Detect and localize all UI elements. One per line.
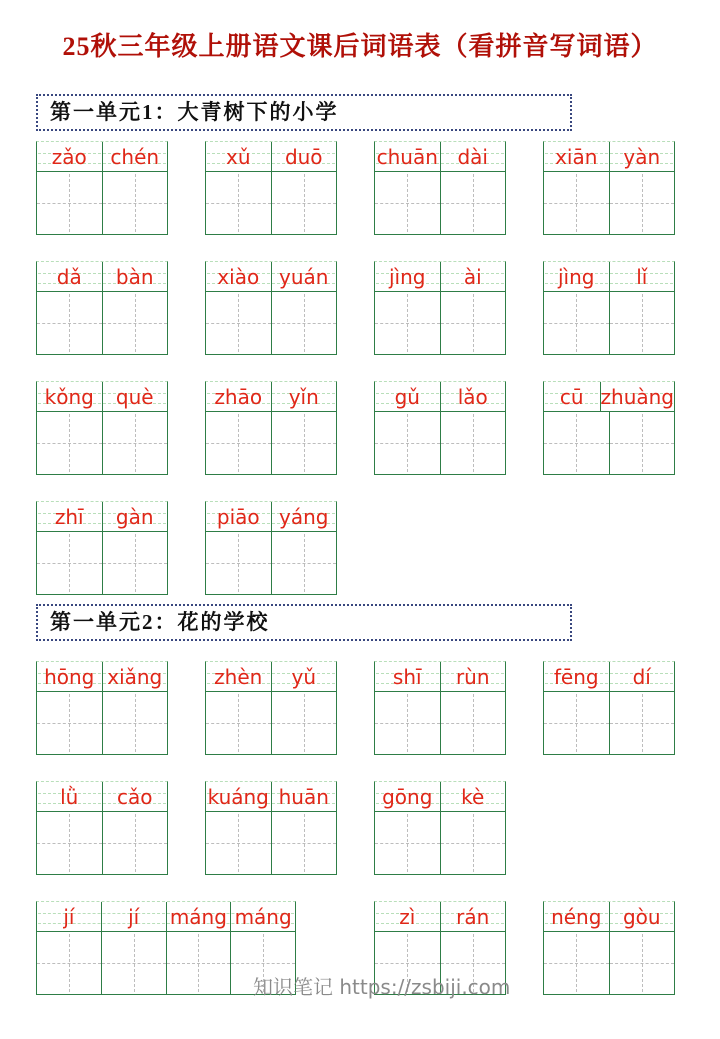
writing-cell	[609, 692, 675, 754]
writing-cell	[271, 692, 337, 754]
writing-row	[375, 692, 505, 754]
writing-cell	[440, 692, 506, 754]
pinyin-syllable: gōng	[382, 785, 433, 809]
pinyin-row	[375, 142, 505, 172]
writing-row	[206, 812, 336, 874]
pinyin-syllable: jìng	[558, 265, 595, 289]
pinyin-row	[375, 662, 505, 692]
writing-row	[206, 412, 336, 474]
word-block	[543, 141, 675, 235]
pinyin-syllable: jìng	[389, 265, 426, 289]
pinyin-row	[544, 142, 674, 172]
pinyin-syllable: xiào	[217, 265, 260, 289]
word-block	[205, 661, 337, 755]
pinyin-row	[206, 782, 336, 812]
pinyin-syllable: cǎo	[102, 782, 168, 811]
page-title: 25秋三年级上册语文课后词语表（看拼音写词语）	[62, 32, 658, 61]
pinyin-syllable: bàn	[102, 262, 168, 291]
writing-cell	[37, 292, 102, 354]
pinyin-row	[37, 902, 295, 932]
pinyin-syllable: máng	[230, 902, 295, 931]
pinyin-syllable: máng	[166, 902, 231, 931]
pinyin-syllable: fēng	[553, 665, 599, 689]
pinyin-syllable: lǎo	[440, 382, 506, 411]
writing-cell	[544, 172, 609, 234]
pinyin-syllable: xiān	[555, 145, 598, 169]
writing-cell	[375, 412, 440, 474]
writing-cell	[37, 932, 101, 994]
section-header-unit1-lesson2	[36, 604, 572, 641]
pinyin-syllable: duō	[271, 142, 337, 171]
pinyin-syllable: rùn	[440, 662, 506, 691]
pinyin-syllable: shī	[392, 665, 422, 689]
writing-cell	[101, 932, 166, 994]
writing-row	[206, 532, 336, 594]
pinyin-syllable: rán	[440, 902, 506, 931]
pinyin-syllable: chén	[102, 142, 168, 171]
word-block	[543, 901, 675, 995]
writing-cell	[609, 932, 675, 994]
writing-row	[375, 412, 505, 474]
word-block	[374, 381, 506, 475]
word-block	[374, 141, 506, 235]
writing-row	[37, 532, 167, 594]
writing-cell	[440, 412, 506, 474]
pinyin-syllable: gàn	[102, 502, 168, 531]
writing-cell	[440, 292, 506, 354]
pinyin-row	[544, 662, 674, 692]
pinyin-syllable: dǎ	[56, 265, 82, 289]
pinyin-row	[37, 142, 167, 172]
pinyin-row	[544, 902, 674, 932]
pinyin-syllable: chuān	[376, 145, 438, 169]
pinyin-row	[206, 262, 336, 292]
writing-cell	[206, 292, 271, 354]
pinyin-syllable: dài	[440, 142, 506, 171]
pinyin-syllable: zhuàng	[600, 382, 674, 411]
writing-cell	[609, 292, 675, 354]
pinyin-syllable: cū	[559, 385, 584, 409]
word-block	[374, 261, 506, 355]
word-block	[36, 661, 168, 755]
section-header-unit1-lesson1	[36, 94, 572, 131]
word-block	[374, 781, 506, 875]
pinyin-syllable: jí	[101, 902, 166, 931]
pinyin-syllable: lǜ	[60, 785, 79, 809]
word-block	[36, 141, 168, 235]
word-block	[543, 381, 675, 475]
writing-cell	[271, 812, 337, 874]
writing-row	[544, 292, 674, 354]
writing-row	[375, 172, 505, 234]
section-header-text: 第一单元2：花的学校	[50, 610, 270, 634]
word-block	[205, 501, 337, 595]
writing-cell	[271, 412, 337, 474]
writing-cell	[544, 932, 609, 994]
writing-cell	[271, 292, 337, 354]
word-block	[543, 261, 675, 355]
writing-cell	[440, 812, 506, 874]
word-block	[36, 781, 168, 875]
writing-cell	[544, 292, 609, 354]
pinyin-syllable: què	[102, 382, 168, 411]
writing-cell	[37, 532, 102, 594]
writing-row	[375, 292, 505, 354]
writing-row	[544, 172, 674, 234]
writing-cell	[102, 172, 168, 234]
writing-row	[375, 812, 505, 874]
pinyin-row	[544, 262, 674, 292]
writing-row	[37, 172, 167, 234]
pinyin-syllable: gǔ	[394, 385, 420, 409]
pinyin-syllable: hōng	[44, 665, 95, 689]
writing-row	[544, 412, 674, 474]
pinyin-syllable: piāo	[216, 505, 260, 529]
writing-row	[37, 292, 167, 354]
pinyin-syllable: kuáng	[207, 785, 269, 809]
word-block	[36, 381, 168, 475]
pinyin-row	[375, 902, 505, 932]
pinyin-row	[37, 662, 167, 692]
pinyin-syllable: zhī	[54, 505, 84, 529]
pinyin-row	[206, 382, 336, 412]
word-block	[36, 261, 168, 355]
writing-cell	[375, 172, 440, 234]
word-block	[205, 381, 337, 475]
writing-row	[37, 412, 167, 474]
pinyin-syllable: yǔ	[271, 662, 337, 691]
pinyin-row	[206, 502, 336, 532]
pinyin-row	[37, 382, 167, 412]
writing-cell	[375, 692, 440, 754]
writing-row	[37, 692, 167, 754]
writing-cell	[102, 812, 168, 874]
writing-cell	[544, 692, 609, 754]
pinyin-row	[375, 782, 505, 812]
writing-cell	[375, 812, 440, 874]
pinyin-row	[206, 662, 336, 692]
writing-row	[206, 692, 336, 754]
writing-cell	[375, 292, 440, 354]
pinyin-syllable: kè	[440, 782, 506, 811]
writing-cell	[102, 692, 168, 754]
pinyin-syllable: huān	[271, 782, 337, 811]
writing-cell	[544, 412, 609, 474]
watermark: 知识笔记 https://zsbiji.com	[253, 975, 511, 999]
pinyin-syllable: xiǎng	[102, 662, 168, 691]
word-block	[36, 501, 168, 595]
pinyin-row	[37, 502, 167, 532]
writing-cell	[37, 412, 102, 474]
pinyin-syllable: yáng	[271, 502, 337, 531]
writing-cell	[206, 172, 271, 234]
writing-cell	[271, 172, 337, 234]
writing-cell	[37, 172, 102, 234]
writing-cell	[102, 292, 168, 354]
writing-cell	[166, 932, 231, 994]
pinyin-row	[37, 262, 167, 292]
pinyin-syllable: zhāo	[214, 385, 263, 409]
writing-row	[37, 812, 167, 874]
word-block	[205, 141, 337, 235]
section-word-grid-1	[36, 141, 720, 595]
writing-cell	[102, 412, 168, 474]
writing-cell	[37, 692, 102, 754]
writing-cell	[271, 532, 337, 594]
pinyin-syllable: yuán	[271, 262, 337, 291]
writing-cell	[206, 692, 271, 754]
pinyin-syllable: lǐ	[609, 262, 675, 291]
writing-row	[544, 932, 674, 994]
pinyin-row	[375, 382, 505, 412]
writing-cell	[609, 172, 675, 234]
word-block	[543, 661, 675, 755]
pinyin-syllable: néng	[551, 905, 602, 929]
writing-cell	[102, 532, 168, 594]
pinyin-syllable: zhèn	[214, 665, 263, 689]
writing-cell	[206, 812, 271, 874]
writing-cell	[440, 172, 506, 234]
pinyin-syllable: jí	[63, 905, 75, 929]
section-header-text: 第一单元1：大青树下的小学	[50, 100, 339, 124]
writing-cell	[206, 412, 271, 474]
pinyin-syllable: zì	[399, 905, 416, 929]
pinyin-syllable: yǐn	[271, 382, 337, 411]
pinyin-row	[206, 142, 336, 172]
writing-cell	[37, 812, 102, 874]
pinyin-syllable: gòu	[609, 902, 675, 931]
pinyin-syllable: kǒng	[44, 385, 94, 409]
pinyin-syllable: dí	[609, 662, 675, 691]
writing-cell	[206, 532, 271, 594]
word-block	[205, 781, 337, 875]
writing-cell	[609, 412, 675, 474]
pinyin-row	[544, 382, 674, 412]
pinyin-syllable: yàn	[609, 142, 675, 171]
pinyin-syllable: ài	[440, 262, 506, 291]
writing-row	[544, 692, 674, 754]
word-block	[205, 261, 337, 355]
pinyin-row	[375, 262, 505, 292]
pinyin-syllable: xǔ	[225, 145, 251, 169]
section-word-grid-2	[36, 661, 720, 995]
word-block	[374, 661, 506, 755]
pinyin-syllable: zǎo	[51, 145, 87, 169]
writing-row	[206, 172, 336, 234]
writing-row	[206, 292, 336, 354]
pinyin-row	[37, 782, 167, 812]
